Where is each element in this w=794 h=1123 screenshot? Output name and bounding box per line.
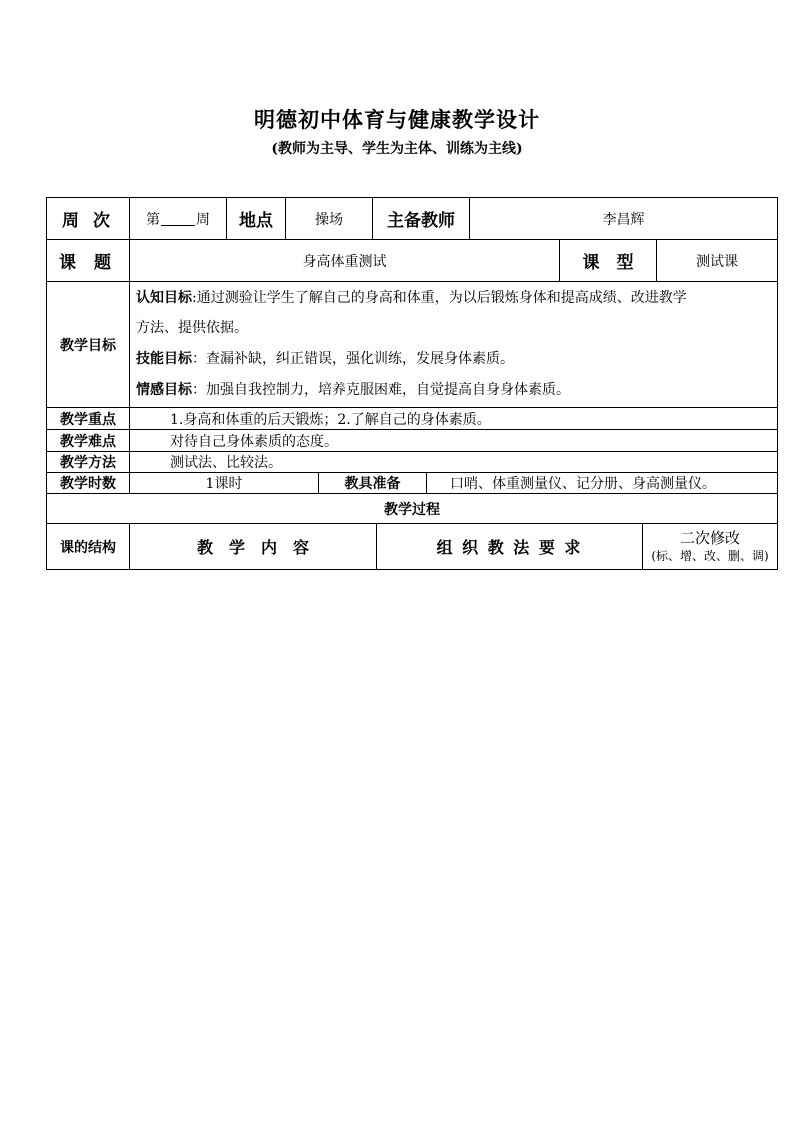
page-subtitle: (教师为主导、学生为主体、训练为主线) (271, 141, 523, 157)
organization-header: 组 织 教 法 要 求 (436, 538, 583, 557)
type-value: 测试课 (696, 253, 738, 270)
revision-note: (标、增、改、删、调) (651, 549, 769, 563)
structure-header: 课的结构 (60, 539, 116, 556)
place-value: 操场 (315, 211, 343, 228)
skill-goal (136, 346, 774, 373)
week-value (130, 198, 226, 239)
topic-value: 身高体重测试 (302, 253, 387, 270)
table-border-right (777, 197, 778, 570)
table-rule (46, 281, 778, 282)
methods-label: 教学方法 (60, 455, 116, 471)
page-title: 明德初中体育与健康教学设计 (254, 107, 540, 132)
emotion-goal-text: ：加强自我控制力，培养克服困难，自觉提高自身身体素质。 (192, 382, 570, 398)
topic-label: 课 题 (59, 253, 117, 273)
emotion-goal (136, 377, 774, 404)
week-suffix: 周 (196, 211, 210, 228)
equipment-value: 口哨、体重测量仪、记分册、身高测量仪。 (450, 476, 716, 492)
difficulties-label: 教学难点 (60, 433, 116, 450)
revision-header (643, 524, 777, 569)
table-border-bottom (46, 569, 778, 570)
process-label: 教学过程 (384, 501, 440, 518)
skill-goal-label: 技能目标 (136, 351, 192, 367)
week-prefix: 第 (146, 211, 160, 228)
place-label: 地点 (239, 211, 273, 231)
type-label: 课 型 (582, 253, 634, 273)
goals-label: 教学目标 (60, 337, 116, 354)
hours-value: 1课时 (205, 476, 243, 492)
teacher-label: 主备教师 (387, 211, 455, 231)
content-header: 教 学 内 容 (196, 538, 309, 557)
methods-value: 测试法、比较法。 (170, 455, 282, 471)
week-blank (161, 211, 195, 226)
emotion-goal-label: 情感目标 (136, 382, 192, 398)
revision-title: 二次修改 (679, 529, 740, 547)
hours-label: 教学时数 (60, 476, 116, 492)
cognitive-goal-cont: 方法、提供依据。 (136, 320, 248, 336)
table-rule (426, 472, 427, 494)
equipment-label: 教具准备 (344, 476, 401, 492)
cognitive-goal (136, 285, 774, 312)
key-points-label: 教学重点 (60, 411, 116, 428)
teacher-value: 李昌辉 (602, 211, 645, 228)
cognitive-goal-label: 认知目标 (136, 290, 192, 306)
difficulties-value: 对待自己身体素质的态度。 (170, 433, 338, 450)
key-points-value: 1.身高和体重的后天锻炼；2.了解自己的身体素质。 (170, 411, 491, 428)
skill-goal-text: ：查漏补缺，纠正错误，强化训练，发展身体素质。 (192, 351, 514, 367)
week-label: 周 次 (62, 211, 114, 231)
cognitive-goal-text: :通过测验让学生了解自己的身高和体重，为以后锻炼身体和提高成绩、改进教学 (192, 290, 687, 306)
